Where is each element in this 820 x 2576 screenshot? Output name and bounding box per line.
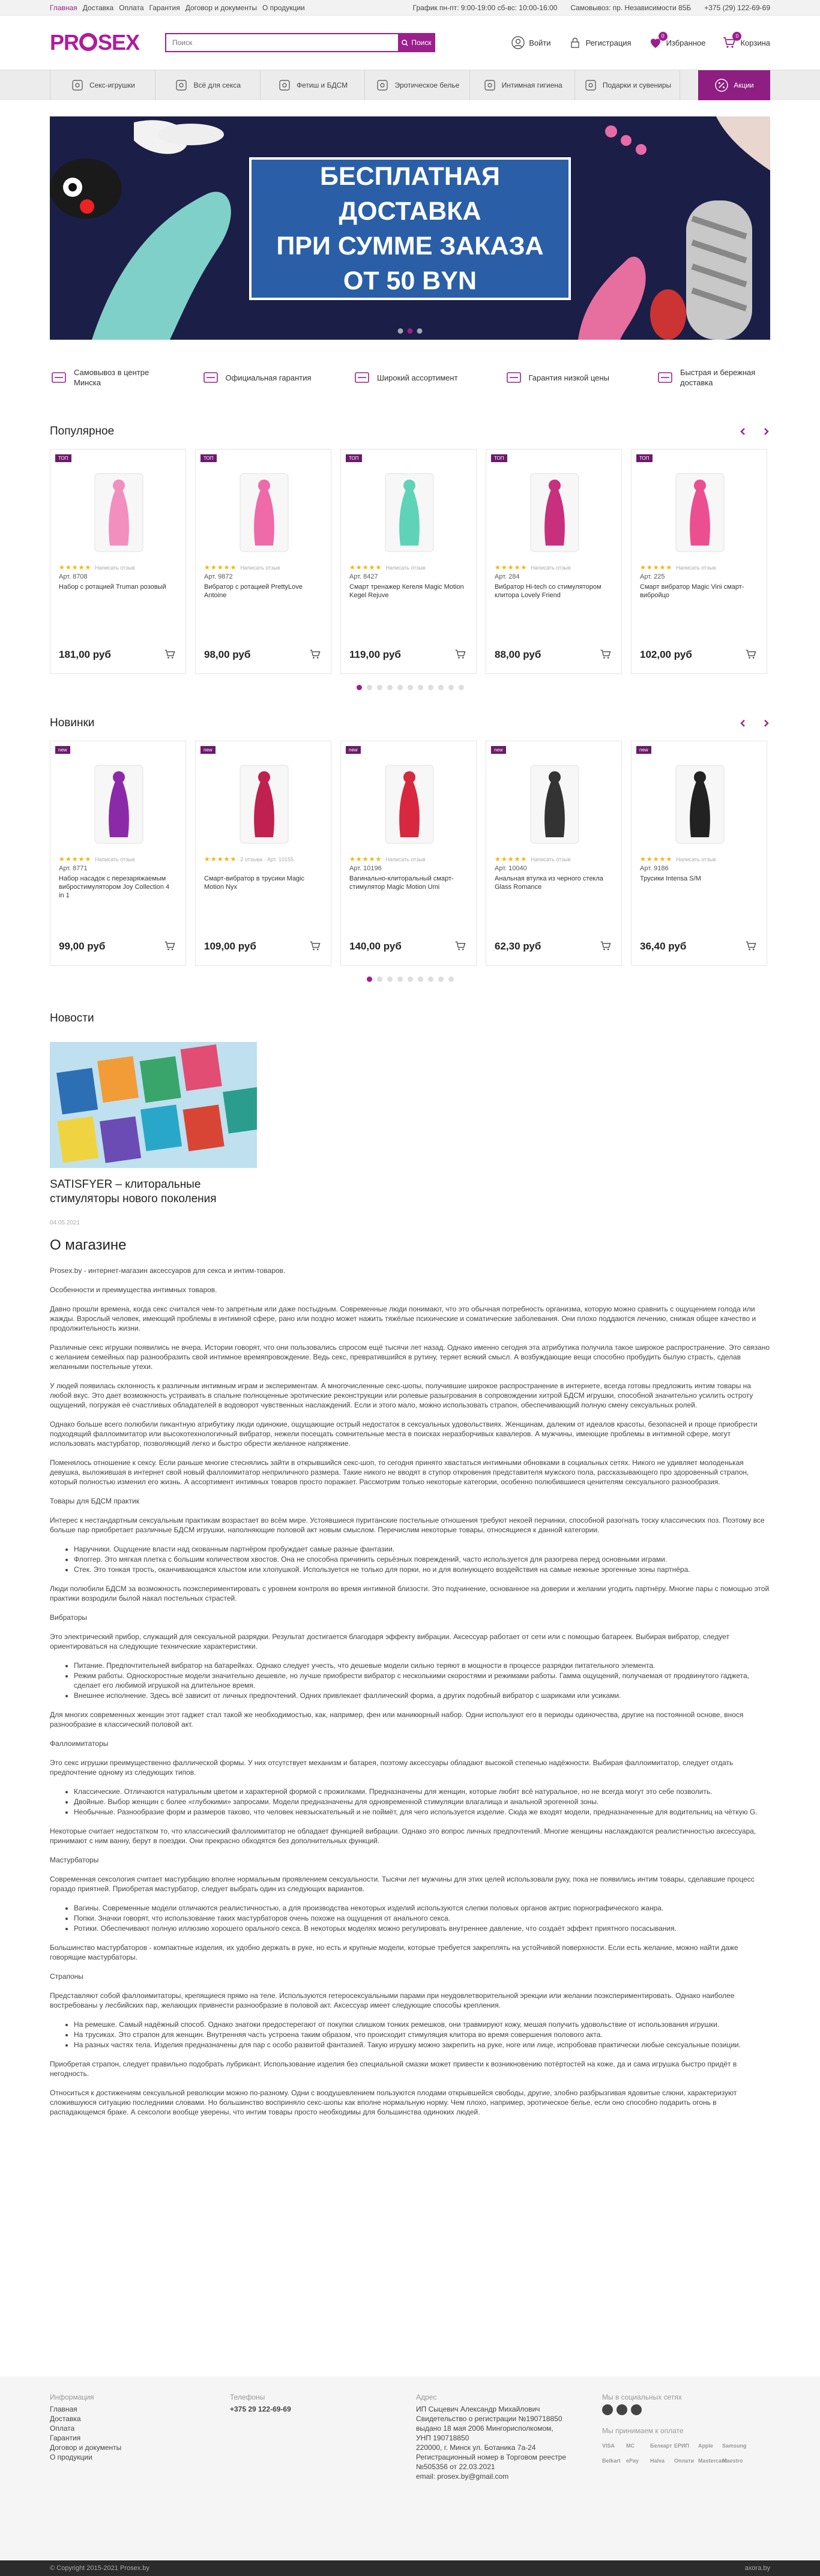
- product-price: 181,00 руб: [59, 649, 111, 660]
- banner-dot[interactable]: [408, 328, 413, 334]
- payment-logo: Mastercard: [698, 2458, 728, 2464]
- top-nav-link[interactable]: Договор и документы: [185, 4, 257, 12]
- logo[interactable]: PR SEX: [50, 30, 140, 55]
- product-card[interactable]: [631, 449, 767, 674]
- about-paragraph: Современная сексология считает мастурбацию вполне нормальным проявлением сексуальности. Тысячи лет мужчины для этих целей использовали руку, пока не появились интим товары, сделавшие процесс гораздо приятней. Приобретая мастурбатор, следует выбрать один из следующих вариантов.: [50, 1875, 755, 1893]
- about-paragraph: Большинство мастурбаторов - компактные изделия, их удобно держать в руке, но есть и крупные модели, которые требуется закреплять на устойчивой поверхности. Если есть желание, можно найти даже говорящие мастурбаторы.: [50, 1943, 738, 1961]
- menu-sale-button[interactable]: Акции: [698, 70, 770, 100]
- product-photo: [655, 759, 745, 849]
- product-image[interactable]: [498, 759, 610, 849]
- rating-stars-icon: ★★★★★: [59, 564, 92, 571]
- payment-logo: Belkart: [602, 2458, 621, 2464]
- product-card[interactable]: [340, 741, 477, 966]
- hygiene-icon: [483, 78, 497, 92]
- about-list-item: • На трусиках. Это страпон для женщин. Внутренняя часть устроена таким образом, что происходит стимуляция клитора во время совершения полового акта.: [74, 2030, 770, 2039]
- product-name-link[interactable]: Вибратор с ротацией PrettyLove Antoine: [204, 583, 303, 599]
- rating-stars-icon: ★★★★★: [204, 856, 237, 863]
- about-list-item: • Флоггер. Это мягкая плетка с большим количеством хвостов. Она не способна причинить серьёзных повреждений, часто используется для разогрева перед основными играми.: [74, 1554, 770, 1564]
- about-list-item: • Стек. Это тонкая трость, оканчивающаяся хлыстом или хлопушкой. Используется не только для порки, но и для волнующего воздействия на самые нежные эрогенные зоны партнёра.: [74, 1565, 770, 1574]
- banner-dot[interactable]: [398, 328, 403, 334]
- product-name-link[interactable]: Набор с ротацией Truman розовый: [59, 583, 166, 591]
- about-paragraph: Поменялось отношение к сексу. Если раньше многие стеснялись зайти в открывшийся секс-шоп, то сегодня принято хвастаться интимными обновками в социальных сетях. Никого не удивляет молоденькая девушка, выложившая в интернет свой новый фаллоимитатор неприличного размера. Такие никого не вводят в ступор откровения представителя мужского пола, рассказывающего про здоровенный страпон, который полностью изменил его жизнь. А ассортимент интимных товаров просто поражает. Рассмотрим только некоторые категории, особенно полюбившиеся ценителям сексуального разнообразия.: [50, 1458, 749, 1486]
- rating-stars-icon: ★★★★★: [640, 856, 673, 863]
- about-paragraph: Различные секс игрушки появились не вчера. Истории говорят, что они пользовались спросом ещё тысячи лет назад. Однако именно сегодня эта атрибутика получила такое широкое распространение. Это связано с желанием семейных пар разнообразить свой интимное времяпровождение. Ведь секс, превратившийся в рутину, теряет всякий смысл. А возбуждающие вещи способно пробудить былую страсть, сделав желанными постельные утехи.: [50, 1343, 770, 1371]
- pagination-dot[interactable]: [357, 685, 362, 690]
- news-title: Новости: [50, 1012, 94, 1025]
- add-to-cart-button[interactable]: [745, 940, 757, 952]
- advantages: [50, 363, 770, 393]
- pagination-dot[interactable]: [428, 977, 433, 982]
- copyright-bar: [0, 2560, 820, 2576]
- schedule-text: График пн-пт: 9:00-19:00 сб-вс: 10:00-16:00: [412, 4, 558, 12]
- pagination-dot[interactable]: [448, 977, 454, 982]
- product-article: Арт. 225: [640, 573, 665, 580]
- product-rating[interactable]: [349, 564, 426, 571]
- product-name-link[interactable]: Смарт-вибратор в трусики Magic Motion Nyx: [204, 875, 304, 891]
- product-rating[interactable]: [640, 564, 716, 571]
- product-photo: [219, 468, 309, 558]
- product-image[interactable]: [62, 468, 175, 558]
- about-paragraph: Относиться к достижениям сексуальной революции можно по-разному. Одни с воодушевлением пользуются плодами открывшейся свободы, другие, злобно разбрызгивая ядовитые слюни, характеризуют сложившуюся ситуацию последними словами. Но большинство восприняло секс-шопы как вполне нормальную норму. Чем плохо, например, эротическое белье, если оно способно подарить огонь в распадающемся браке. А сексологи вообще уверены, что интим товары просто необходимы для большинства одиноких людей.: [50, 2089, 737, 2116]
- review-link[interactable]: Написать отзыв: [531, 564, 571, 571]
- about-list-item: • Двойные. Выбор женщин с более «глубокими» запросами. Модели предназначены для одновременной стимуляции влагалища и анальной эрогенной зоны.: [74, 1797, 770, 1807]
- product-name-link[interactable]: Вагинально-клиторальный смарт-стимулятор Magic Motion Umi: [349, 875, 454, 891]
- add-to-cart-button[interactable]: [309, 648, 321, 660]
- promo-banner[interactable]: [50, 116, 770, 340]
- viber-icon[interactable]: [617, 2404, 627, 2415]
- percent-icon: [714, 78, 729, 92]
- product-photo: [219, 759, 309, 849]
- product-image[interactable]: [498, 468, 610, 558]
- main-menu: [0, 70, 820, 100]
- add-to-cart-button[interactable]: [309, 940, 321, 952]
- product-image[interactable]: [208, 468, 320, 558]
- about-section: [50, 1237, 770, 2117]
- product-article: Арт. 9872: [204, 573, 233, 580]
- about-paragraph: Особенности и преимущества интимных товаров.: [50, 1286, 217, 1294]
- cart-icon: [309, 940, 321, 952]
- register-link[interactable]: Регистрация: [568, 35, 632, 50]
- novelties-title: Новинки: [50, 717, 95, 729]
- about-list: [74, 1787, 770, 1817]
- pagination-dot[interactable]: [408, 977, 413, 982]
- search-icon: [402, 40, 408, 46]
- menu-item-6[interactable]: Подарки и сувениры: [575, 70, 680, 100]
- pagination-dot[interactable]: [367, 685, 372, 690]
- about-title: О магазине: [50, 1237, 127, 1253]
- rating-stars-icon: ★★★★★: [349, 564, 382, 571]
- footer-address-line: УНП 190718850: [416, 2434, 469, 2442]
- payment-logo: Apple: [698, 2443, 714, 2449]
- thumb-up-icon: [353, 369, 371, 387]
- pagination-dot[interactable]: [397, 685, 403, 690]
- top-nav-link[interactable]: О продукции: [262, 4, 305, 12]
- product-rating[interactable]: [349, 855, 426, 863]
- advantage-item: Гарантия низкой цены: [505, 363, 619, 393]
- product-rating[interactable]: [59, 855, 135, 863]
- instagram-icon[interactable]: [602, 2404, 613, 2415]
- payment-logo: VISA: [602, 2443, 615, 2449]
- news-products-image: [50, 1042, 257, 1168]
- copyright-text: © Copyright 2015-2021 Prosex.by: [50, 2565, 149, 2572]
- pagination-dot[interactable]: [367, 977, 372, 982]
- novelties-pagination[interactable]: [50, 977, 770, 982]
- product-name-link[interactable]: Набор насадок с перезаряжаемым вибростимулятором Joy Collection 4 in 1: [59, 875, 170, 899]
- popular-title: Популярное: [50, 425, 115, 438]
- about-list-item: • Ротики. Обеспечивают полную иллюзию хорошего орального секса. В некоторых моделях можно регулировать внутреннее давление, что создаёт эффект приятного посасывания.: [74, 1924, 770, 1933]
- piggy-bank-icon: [505, 369, 523, 387]
- novelties-section: [50, 714, 770, 982]
- add-to-cart-button[interactable]: [454, 648, 466, 660]
- about-list-item: • Классические. Отличаются натуральным цветом и характерной формой с прожилками. Предназначены для женщин, которые любят всё натуральное, но не всегда могут это себе позволить.: [74, 1787, 770, 1796]
- top-nav-link[interactable]: Гарантия: [149, 4, 180, 12]
- about-list-item: • Питание. Предпочтительней вибратор на батарейках. Однако следует учесть, что дешевые модели сильно теряют в мощности в процессе разрядки питательного элемента.: [74, 1661, 770, 1670]
- payment-logo: Оплати: [674, 2458, 695, 2464]
- product-label-badge: new: [636, 746, 651, 754]
- advantage-item: Быстрая и бережная доставка: [656, 363, 770, 393]
- favorites-link[interactable]: 0 Избранное: [648, 35, 706, 50]
- about-paragraph: Представляют собой фаллоимитаторы, крепящиеся прямо на теле. Используются гетеросексуальными парами при неудовлетворительной эрекции или желании поэкспериментировать. Однако наиболее востребованы у лесбийских пар, желающих привнести разнообразие в половой акт. Аксессуар имеет следующие способы крепления.: [50, 1991, 735, 2009]
- about-subheading: Товары для БДСМ практик: [50, 1497, 139, 1505]
- add-to-cart-button[interactable]: [600, 940, 612, 952]
- product-article: Арт. 8771: [59, 865, 88, 872]
- product-card[interactable]: [486, 449, 622, 674]
- header: [0, 16, 820, 70]
- product-price: 62,30 руб: [495, 940, 541, 952]
- product-label-badge: new: [200, 746, 216, 754]
- footer-phone-link[interactable]: +375 29 122-69-69: [230, 2405, 291, 2413]
- about-subheading: Вибраторы: [50, 1613, 87, 1622]
- footer-address-line: №505356 от 22.03.2021: [416, 2463, 495, 2471]
- footer-address-line: email: prosex.by@gmail.com: [416, 2472, 509, 2481]
- footer-link[interactable]: Договор и документы: [50, 2443, 122, 2452]
- footer-address-line: 220000, г. Минск ул. Ботаника 7а-24: [416, 2443, 536, 2452]
- cart-icon: [309, 648, 321, 660]
- product-label-badge: new: [55, 746, 70, 754]
- menu-item-1[interactable]: Секс-игрушки: [50, 70, 155, 100]
- product-card[interactable]: [50, 741, 186, 966]
- cart-icon: [745, 940, 757, 952]
- footer-link[interactable]: О продукции: [50, 2453, 92, 2461]
- menu-item-3[interactable]: Фетиш и БДСМ: [261, 70, 366, 100]
- about-paragraph: Однако больше всего полюбили пикантную атрибутику люди одинокие, ощущающие острый недостаток в сексуальных удовольствиях. Женщинам, далеким от идеалов красоты, безопасней и проще приобрести подходящий фаллоимитатор или высокотехнологичный вибратор, нежели посещать сомнительные места в поисках неразборчивых кавалеров. А мужчины, имеющие проблемы в интимной сфере, могут использовать мастурбатор, позволяющий легко и быстро обрести желанное напряжение.: [50, 1420, 758, 1448]
- telegram-icon[interactable]: [631, 2404, 642, 2415]
- pagination-dot[interactable]: [459, 685, 464, 690]
- about-paragraph: Prosex.by - интернет-магазин аксессуаров для секса и интим-товаров.: [50, 1266, 286, 1275]
- footer-phones: Телефоны +375 29 122-69-69: [230, 2393, 291, 2413]
- payment-logo: MC: [626, 2443, 635, 2449]
- product-card[interactable]: [50, 449, 186, 674]
- about-list: [74, 1903, 770, 1933]
- footer-address-line: Регистрационный номер в Торговом реестре: [416, 2453, 567, 2461]
- top-nav: [50, 4, 310, 12]
- rating-stars-icon: ★★★★★: [495, 564, 528, 571]
- pagination-dot[interactable]: [397, 977, 403, 982]
- review-link[interactable]: Написать отзыв: [385, 856, 426, 862]
- popular-section: [50, 423, 770, 690]
- developer-link[interactable]: axora.by: [744, 2565, 770, 2572]
- footer-link[interactable]: Доставка: [50, 2415, 81, 2423]
- product-price: 98,00 руб: [204, 649, 251, 660]
- lingerie-icon: [375, 78, 390, 92]
- rating-stars-icon: ★★★★★: [204, 564, 237, 571]
- advantage-item: Широкий ассортимент: [353, 363, 467, 393]
- about-paragraph: Давно прошли времена, когда секс считался чем-то запретным или даже постыдным. Современные люди понимают, что это обычная потребность организма, которую можно сравнить с ощущением голода или жажды. Взрослый человек, имеющий проблемы в интимной сфере, рано или поздно может нажить тяжёлые психические и соматические заболевания. Они плохо поддаются лечению, снижая общее качество и продолжительность жизни.: [50, 1305, 756, 1332]
- product-card[interactable]: [631, 741, 767, 966]
- news-section: [50, 1012, 770, 1226]
- product-name-link[interactable]: Смарт тренажер Кегеля Magic Motion Kegel Rejuve: [349, 583, 464, 599]
- pagination-dot[interactable]: [438, 685, 444, 690]
- pagination-dot[interactable]: [448, 685, 454, 690]
- pagination-dot[interactable]: [387, 685, 393, 690]
- product-article: Арт. 10040: [495, 865, 527, 872]
- about-paragraph: Интерес к нестандартным сексуальным практикам возрастает во всём мире. Устоявшиеся пуританские постельные отношения требуют некоей перчинки, способной разогнать тоску классических поз. Поэтому все больше пар приобретает различные БДСМ игрушки, наполняющие половой акт новым смыслом. Перечислим некоторые товары, относящиеся к данной категории.: [50, 1516, 765, 1534]
- about-list-item: • Необычные. Разнообразие форм и размеров таково, что человек невзыскательный и не поймёт, для чего используется изделие. Сюда же входят модели, предназначенные для водительниц на чёткую G.: [74, 1807, 770, 1817]
- product-price: 140,00 руб: [349, 940, 402, 952]
- product-photo: [74, 468, 164, 558]
- product-price: 99,00 руб: [59, 940, 106, 952]
- add-to-cart-button[interactable]: [164, 648, 176, 660]
- about-list-item: • Наручники. Ощущение власти над скованным партнёром пробуждает самые разные фантазии.: [74, 1544, 770, 1554]
- cart-icon: [164, 648, 176, 660]
- review-link[interactable]: Написать отзыв: [385, 564, 426, 571]
- review-link[interactable]: Написать отзыв: [676, 856, 716, 862]
- banner-text-box: БЕСПЛАТНАЯ ДОСТАВКА ПРИ СУММЕ ЗАКАЗА ОТ 50 BYN: [249, 157, 571, 300]
- footer-address-line: Свидетельство о регистрации №190718850: [416, 2415, 562, 2423]
- review-link[interactable]: Написать отзыв: [676, 564, 716, 571]
- payment-logo: ePay: [626, 2458, 639, 2464]
- product-photo: [364, 759, 454, 849]
- certificate-icon: [202, 369, 220, 387]
- pagination-dot[interactable]: [408, 685, 413, 690]
- review-link[interactable]: Написать отзыв: [95, 856, 135, 862]
- about-list-item: • Попки. Значки говорят, что использование таких мастурбаторов очень похоже на ощущения от анального секса.: [74, 1913, 770, 1923]
- about-list-item: • Режим работы. Односкоростные модели значительно дешевле, но лучше приобрести вибратор с несколькими скоростями и режимами работы. Гамма ощущений, получаемая от продвинутого гаджета, сделает его любимой игрушкой на длительное время.: [74, 1671, 770, 1690]
- add-to-cart-button[interactable]: [745, 648, 757, 660]
- product-card[interactable]: [340, 449, 477, 674]
- pagination-dot[interactable]: [418, 685, 423, 690]
- news-item-title[interactable]: SATISFYER – клиторальные стимуляторы нового поколения: [50, 1178, 217, 1205]
- product-photo: [510, 468, 600, 558]
- prev-arrow-icon[interactable]: [739, 427, 747, 436]
- payment-logo: ЕРИП: [674, 2443, 689, 2449]
- menu-item-2[interactable]: Всё для секса: [155, 70, 261, 100]
- product-label-badge: ТОП: [346, 454, 362, 462]
- about-list-item: • На разных частях тела. Изделия предназначены для пар с особо развитой фантазией. Такую игрушку можно закрепить на руке, ноге или лице, испробовав практически любые сексуальные позиции.: [74, 2040, 770, 2050]
- top-bar: [0, 0, 820, 16]
- pagination-dot[interactable]: [418, 977, 423, 982]
- about-subheading: Страпоны: [50, 1972, 83, 1981]
- about-paragraph: Это секс игрушки преимущественно фаллической формы. У них отсутствует механизм и батарея, поэтому аксессуары обладают высокой степенью надёжности. Выбирая фаллоимитатор, следует отдать предпочтение одному из следующих типов.: [50, 1759, 734, 1777]
- rating-stars-icon: ★★★★★: [495, 856, 528, 863]
- product-price: 88,00 руб: [495, 649, 541, 660]
- cart-icon: [600, 940, 612, 952]
- product-name-link[interactable]: Анальная втулка из черного стекла Glass Romance: [495, 875, 603, 891]
- cart-icon: [454, 940, 466, 952]
- footer-link[interactable]: Оплата: [50, 2424, 75, 2433]
- product-rating[interactable]: [640, 855, 716, 863]
- top-nav-link[interactable]: Главная: [50, 4, 77, 12]
- pickup-text: Самовывоз: пр. Независимости 85Б: [570, 4, 692, 12]
- product-article: Арт. 8708: [59, 573, 88, 580]
- about-list-item: • Внешнее исполнение. Здесь всё зависит от личных предпочтений. Одних привлекает фаллический форма, а других подобный вибратор с шариками или усиками.: [74, 1691, 770, 1700]
- footer-address: Адрес ИП Сыцевич Александр Михайлович Свидетельство о регистрации №190718850 выдано 18 мая 2006 Мингорисполкомом, УНП 190718850 220000, г. Минск ул. Ботаника 7а-24 Регистрационный номер в Торговом реестре №505356 от 22.03.2021 email: prosex.by@gmail.com: [416, 2392, 602, 2481]
- prev-arrow-icon[interactable]: [739, 719, 747, 727]
- payment-logo: Samsung: [722, 2443, 747, 2449]
- product-rating[interactable]: [204, 564, 280, 571]
- phone-link[interactable]: +375 (29) 122-69-69: [704, 4, 770, 12]
- about-subheading: Мастурбаторы: [50, 1856, 99, 1864]
- about-list-item: • Вагины. Современные модели отличаются реалистичностью, а для производства некоторых изделий используются слепки половых органов актрис порнографического жанра.: [74, 1903, 770, 1913]
- product-price: 109,00 руб: [204, 940, 256, 952]
- gift-icon: [583, 78, 598, 92]
- product-price: 102,00 руб: [640, 649, 692, 660]
- favorites-count: 0: [659, 32, 668, 41]
- product-name-link[interactable]: Вибратор Hi-tech со стимулятором клитора Lovely Friend: [495, 583, 601, 599]
- popular-pagination[interactable]: [50, 685, 770, 690]
- cart-icon: [164, 940, 176, 952]
- payment-logo: Белкарт: [650, 2443, 672, 2449]
- product-photo: [364, 468, 454, 558]
- product-photo: [74, 759, 164, 849]
- cart-icon: [454, 648, 466, 660]
- next-arrow-icon[interactable]: [762, 427, 770, 436]
- about-paragraph: Приобретая страпон, следует правильно подобрать лубрикант. Использование изделия без специальной смазки может привести к возникновению потёртостей на коже, да и сама игрушка быстро придёт в негодность.: [50, 2060, 737, 2078]
- product-photo: [655, 468, 745, 558]
- menu-item-5[interactable]: Интимная гигиена: [470, 70, 575, 100]
- product-card[interactable]: [195, 449, 331, 674]
- about-paragraph: Для многих современных женщин этот гаджет стал такой же необходимостью, как, например, фен или маникюрный набор. Одни используют его в периоды одиночества, другие на постоянной основе, внося разнообразие в классический половой акт.: [50, 1711, 744, 1729]
- product-article: Арт. 9186: [640, 865, 669, 872]
- product-photo: [510, 759, 600, 849]
- review-link[interactable]: 2 отзыва · Арт. 10155: [240, 856, 294, 862]
- footer-link[interactable]: Главная: [50, 2405, 77, 2413]
- toy-icon: [70, 78, 85, 92]
- review-link[interactable]: Написать отзыв: [531, 856, 571, 862]
- advantage-item: Самовывоз в центре Минска: [50, 363, 164, 393]
- footer: [0, 2377, 820, 2560]
- add-to-cart-button[interactable]: [164, 940, 176, 952]
- top-nav-link[interactable]: Доставка: [82, 4, 114, 12]
- cart-link[interactable]: 0 Корзина: [722, 35, 770, 50]
- about-list: [74, 1544, 770, 1574]
- footer-info: Информация Главная Доставка Оплата Гарантия Договор и документы О продукции: [50, 2392, 230, 2481]
- add-to-cart-button[interactable]: [454, 940, 466, 952]
- add-to-cart-button[interactable]: [600, 648, 612, 660]
- rating-stars-icon: ★★★★★: [59, 856, 92, 863]
- menu-item-4[interactable]: Эротическое белье: [365, 70, 470, 100]
- product-price: 119,00 руб: [349, 649, 401, 660]
- lock-icon: [568, 35, 582, 50]
- product-image[interactable]: [353, 759, 465, 849]
- heart-box-icon: [174, 78, 188, 92]
- payment-logo: Halva: [650, 2458, 665, 2464]
- next-arrow-icon[interactable]: [762, 719, 770, 727]
- shop-icon: [50, 369, 68, 387]
- about-subheading: Фаллоимитаторы: [50, 1739, 109, 1748]
- pagination-dot[interactable]: [438, 977, 444, 982]
- about-paragraph: Некоторые считает недостатком то, что классический фаллоимитатор не обладает функцией вибрации. Однако это вопрос личных предпочтений. Многие женщины наслаждаются реалистичностью аксессуара, принимают с ним ванну, берут в поездки. Они прекрасно обходятся без дополнительных функций.: [50, 1827, 756, 1845]
- payment-logo: Maestro: [722, 2458, 743, 2464]
- user-icon: [511, 35, 525, 50]
- about-list-item: • На ремешке. Самый надёжный способ. Однако знатоки предостерегают от покупки слишком тонких ремешков, они травмируют кожу, мешая получить удовольствие от использования игрушки.: [74, 2020, 770, 2029]
- product-name-link[interactable]: Смарт вибратор Magic Vini смарт-вибройцо: [640, 583, 744, 599]
- cart-count: 0: [732, 32, 741, 41]
- about-paragraph: Это электрический прибор, служащий для сексуальной разрядки. Результат достигается благодаря эффекту вибрации. Аксессуар работает от сети или с помощью батареек. Выбирая вибратор, следует ориентироваться на следующие технические характеристики.: [50, 1633, 729, 1651]
- search-form: [165, 33, 435, 52]
- advantage-item: Официальная гарантия: [202, 363, 316, 393]
- product-image[interactable]: [644, 759, 756, 849]
- product-article: Арт. 284: [495, 573, 520, 580]
- about-paragraph: У людей появилась склонность к различным интимным играм и экспериментам. А многочисленные секс-шопы, получившие широкое распространение в интернете, всегда готовы предложить интим товары на любой вкус. Это дает возможность устраивать в спальне полноценные эротические реконструкции или ролевые разыгрования в сопровождении хитрой БДСМ игрушки, способной значительно усилить остроту ощущений, погружая её счастливых обладателей в водоворот чувственных наслаждений. Если и этого мало, можно использовать страпон, обеспечивающий полную смену сексуальных ролей.: [50, 1382, 753, 1409]
- cart-icon: [600, 648, 612, 660]
- product-label-badge: new: [346, 746, 361, 754]
- whip-icon: [277, 78, 292, 92]
- product-price: 36,40 руб: [640, 940, 687, 952]
- product-label-badge: ТОП: [55, 454, 71, 462]
- product-card[interactable]: [195, 741, 331, 966]
- banner-pagination[interactable]: [398, 328, 423, 334]
- footer-link[interactable]: Гарантия: [50, 2434, 81, 2442]
- product-label-badge: ТОП: [491, 454, 507, 462]
- pagination-dot[interactable]: [387, 977, 393, 982]
- footer-address-line: ИП Сыцевич Александр Михайлович: [416, 2405, 540, 2413]
- product-label-badge: new: [491, 746, 506, 754]
- banner-dot[interactable]: [417, 328, 423, 334]
- pagination-dot[interactable]: [377, 685, 382, 690]
- product-label-badge: ТОП: [636, 454, 653, 462]
- product-image[interactable]: [208, 759, 320, 849]
- pagination-dot[interactable]: [428, 685, 433, 690]
- product-rating[interactable]: [204, 855, 294, 863]
- about-list: [74, 2020, 770, 2050]
- news-image[interactable]: [50, 1042, 257, 1168]
- truck-icon: [656, 369, 674, 387]
- product-name-link[interactable]: Трусики Intensa S/M: [640, 875, 701, 882]
- product-card[interactable]: [486, 741, 622, 966]
- review-link[interactable]: Написать отзыв: [95, 564, 135, 571]
- footer-address-line: выдано 18 мая 2006 Мингорисполкомом,: [416, 2424, 553, 2433]
- rating-stars-icon: ★★★★★: [349, 856, 382, 863]
- product-image[interactable]: [644, 468, 756, 558]
- about-list: [74, 1661, 770, 1700]
- product-rating[interactable]: [59, 564, 135, 571]
- product-label-badge: ТОП: [200, 454, 217, 462]
- search-button[interactable]: Поиск: [398, 33, 435, 52]
- pagination-dot[interactable]: [377, 977, 382, 982]
- product-article: Арт. 10196: [349, 865, 382, 872]
- product-image[interactable]: [62, 759, 175, 849]
- about-paragraph: Люди полюбили БДСМ за возможность поэкспериментировать с уровнем контроля во время интимной близости. Это подчинение, основанное на доверии и желании угодить партнёру. Многие пары с помощью этой практики возродили былой накал постельных страстей.: [50, 1584, 770, 1602]
- rating-stars-icon: ★★★★★: [640, 564, 673, 571]
- search-input[interactable]: [165, 33, 398, 52]
- cart-icon: [745, 648, 757, 660]
- product-rating[interactable]: [495, 855, 571, 863]
- top-nav-link[interactable]: Оплата: [119, 4, 144, 12]
- product-rating[interactable]: [495, 564, 571, 571]
- product-image[interactable]: [353, 468, 465, 558]
- footer-social: Мы в социальных сетях Мы принимаем к оплате VISA MC Белкарт ЕРИП Apple SamsungBelkart ePay Halva Оплати MastercardMaestro: [602, 2392, 770, 2481]
- review-link[interactable]: Написать отзыв: [240, 564, 280, 571]
- product-article: Арт. 8427: [349, 573, 378, 580]
- news-item-date: 04.05.2021: [50, 1220, 80, 1226]
- logo-ring-icon: [79, 33, 97, 51]
- login-link[interactable]: Войти: [511, 35, 550, 50]
